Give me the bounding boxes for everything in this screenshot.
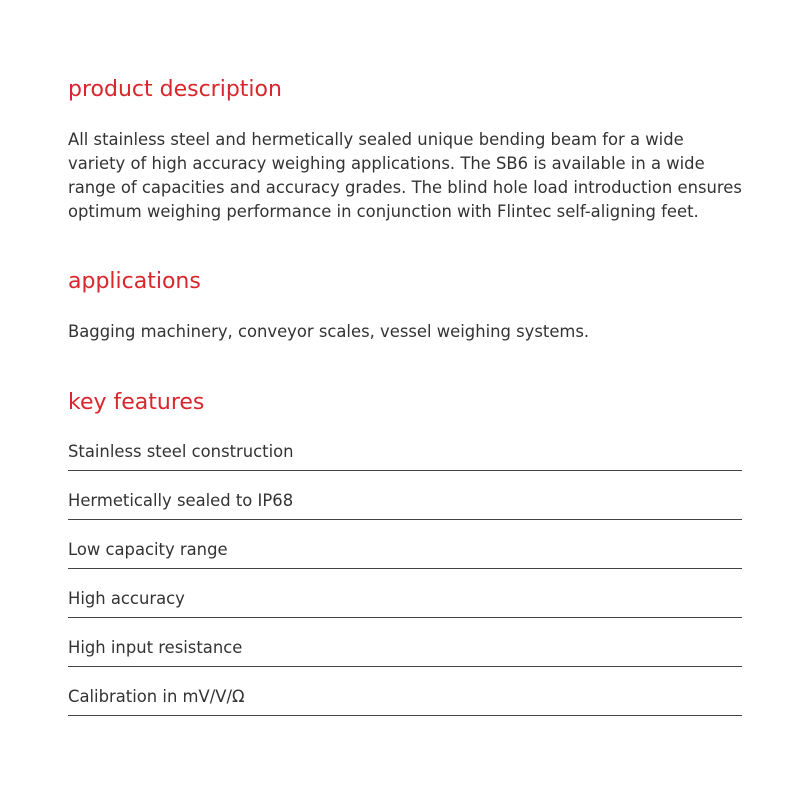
applications-text: Bagging machinery, conveyor scales, vessel weighing systems.: [68, 322, 590, 341]
feature-item-calibration: Calibration in mV/V/Ω: [68, 681, 742, 716]
key-features-heading: key features: [68, 390, 205, 415]
key-features-list: [68, 436, 742, 730]
feature-item-hermetically-sealed: Hermetically sealed to IP68: [68, 485, 742, 520]
feature-item-stainless-steel: Stainless steel construction: [68, 436, 742, 471]
feature-item-high-accuracy: High accuracy: [68, 583, 742, 618]
applications-heading: applications: [68, 269, 201, 294]
product-description-heading: product description: [68, 77, 282, 102]
product-description-text: All stainless steel and hermetically sealed unique bending beam for a wide variety of high accuracy weighing applications. The SB6 is available in a wide range of capacities and accuracy grades. The blind hole load introduction ensures optimum weighing performance in conjunction with Flintec self-aligning feet.: [68, 130, 742, 221]
feature-item-low-capacity: Low capacity range: [68, 534, 742, 569]
feature-item-high-input-resistance: High input resistance: [68, 632, 742, 667]
